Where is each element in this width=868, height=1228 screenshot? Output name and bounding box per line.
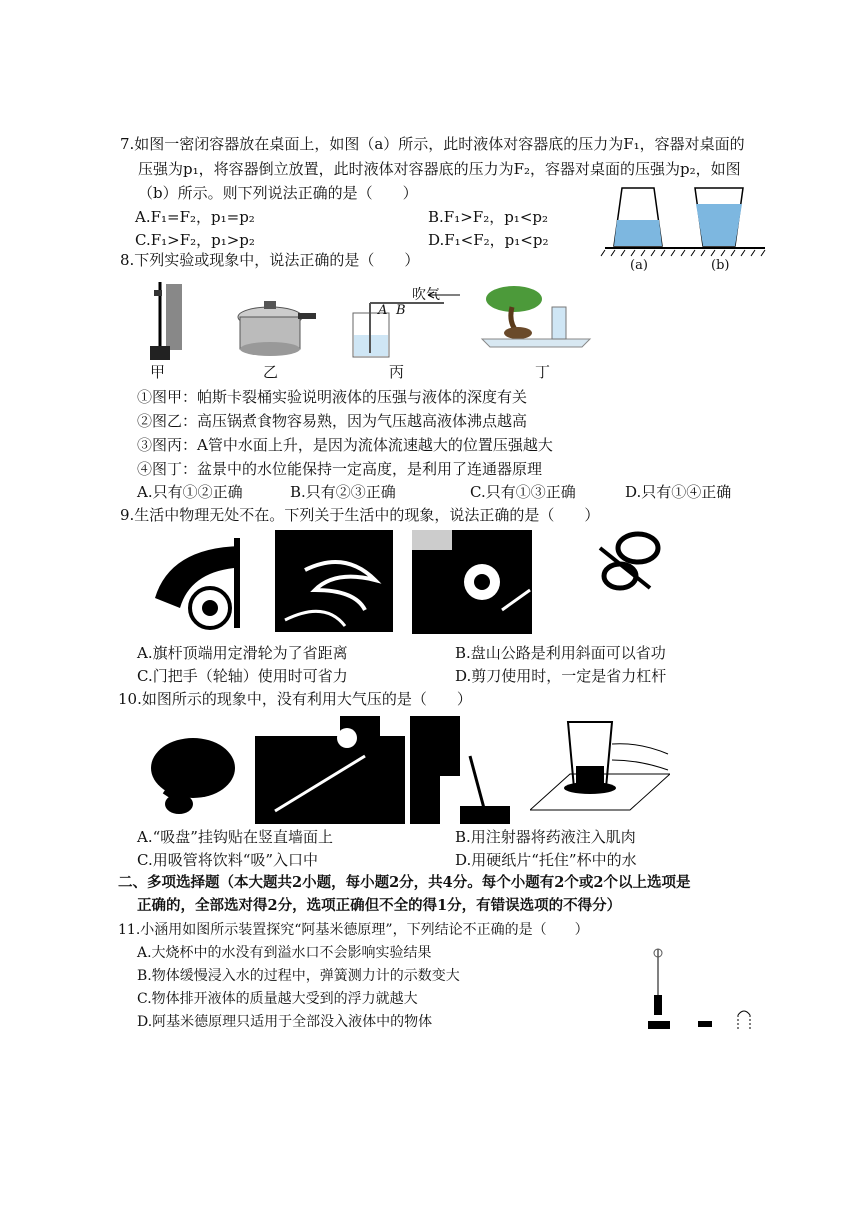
q10-stem: 10.如图所示的现象中，没有利用大气压的是（ ） [118,690,472,708]
q8-figure-barrel [140,280,190,362]
q9-figure-mountain-road [275,530,393,632]
q7-option-c: C.F₁>F₂，p₁>p₂ [135,231,255,249]
q7-option-d: D.F₁<F₂，p₁<p₂ [428,231,549,249]
q8-figure-tube-blow [348,283,468,363]
q8-stem: 8.下列实验或现象中，说法正确的是（ ） [120,251,420,269]
q8-option-b: B.只有②③正确 [290,483,396,501]
q8-fig-label-ding: 丁 [535,363,551,381]
q11-option-a: A.大烧杯中的水没有到溢水口不会影响实验结果 [137,945,432,961]
q10-option-d: D.用硬纸片“托住”杯中的水 [455,851,637,869]
q10-figure-syringe [255,716,405,824]
q8-figure-pressure-cooker [228,295,318,360]
q11-stem: 11.小涵用如图所示装置探究“阿基米德原理”，下列结论不正确的是（ ） [118,922,589,938]
q11-option-c: C.物体排开液体的质量越大受到的浮力就越大 [137,991,418,1007]
q9-option-c: C.门把手（轮轴）使用时可省力 [137,667,348,685]
q8-fig-label-jia: 甲 [150,363,166,381]
q8-tube-a-label: A [378,303,388,318]
section2-heading-line2: 正确的，全部选对得2分，选项正确但不全的得1分，有错误选项的不得分） [137,897,622,914]
q9-option-b: B.盘山公路是利用斜面可以省功 [455,644,666,662]
q8-option-c: C.只有①③正确 [470,483,576,501]
q7-fig-a-label: (a) [630,258,648,273]
section2-heading-line1: 二、多项选择题（本大题共2小题，每小题2分，共4分。每个小题有2个或2个以上选项是 [118,874,691,891]
q9-option-d: D.剪刀使用时，一定是省力杠杆 [455,667,667,685]
q7-stem-line2: 压强为p₁，将容器倒立放置，此时液体对容器底的压力为F₂，容器对桌面的压强为p₂，如图 [138,160,741,178]
q8-statement-1: ①图甲：帕斯卡裂桶实验说明液体的压强与液体的深度有关 [137,388,528,406]
q7-option-b: B.F₁>F₂，p₁<p₂ [428,208,549,226]
q7-container-figure [600,180,770,270]
q11-option-b: B.物体缓慢浸入水的过程中，弹簧测力计的示数变大 [137,968,460,984]
q8-figure-bonsai [478,283,603,353]
q8-option-d: D.只有①④正确 [625,483,732,501]
q8-fig-label-bing: 丙 [389,363,405,381]
q8-statement-3: ③图丙：A管中水面上升，是因为流体流速越大的位置压强越大 [137,436,553,454]
q8-option-a: A.只有①②正确 [137,483,243,501]
q10-option-b: B.用注射器将药液注入肌肉 [455,828,636,846]
q7-stem-line1: 7.如图一密闭容器放在桌面上，如图（a）所示，此时液体对容器底的压力为F₁，容器对桌面的 [120,135,745,153]
q9-stem: 9.生活中物理无处不在。下列关于生活中的现象，说法正确的是（ ） [120,506,600,524]
q10-option-a: A.“吸盘”挂钩贴在竖直墙面上 [137,828,333,846]
q9-option-a: A.旗杆顶端用定滑轮为了省距离 [137,644,348,662]
q8-fig-label-yi: 乙 [263,363,279,381]
q8-statement-2: ②图乙：高压锅煮食物容易熟，因为气压越高液体沸点越高 [137,412,528,430]
q7-option-a: A.F₁=F₂，p₁=p₂ [135,208,255,226]
q9-figure-door-handle [412,530,532,634]
q8-blow-label: 吹气 [412,287,440,303]
q8-tube-b-label: B [396,303,406,318]
q10-figure-paper-cup [530,714,670,814]
q8-statement-4: ④图丁：盆景中的水位能保持一定高度，是利用了连通器原理 [137,460,543,478]
q11-figure-archimedes-apparatus [640,945,765,1035]
q9-figure-flagpole-pulley [150,528,255,633]
q9-figure-scissors [590,528,670,598]
q7-fig-b-label: (b) [711,258,730,273]
q7-stem-line3: （b）所示。则下列说法正确的是（ ） [138,184,418,202]
q10-option-c: C.用吸管将饮料“吸”入口中 [137,851,319,869]
q10-figure-suction-cup [135,720,255,820]
q11-option-d: D.阿基米德原理只适用于全部没入液体中的物体 [137,1014,433,1030]
q10-figure-straw [410,716,510,824]
